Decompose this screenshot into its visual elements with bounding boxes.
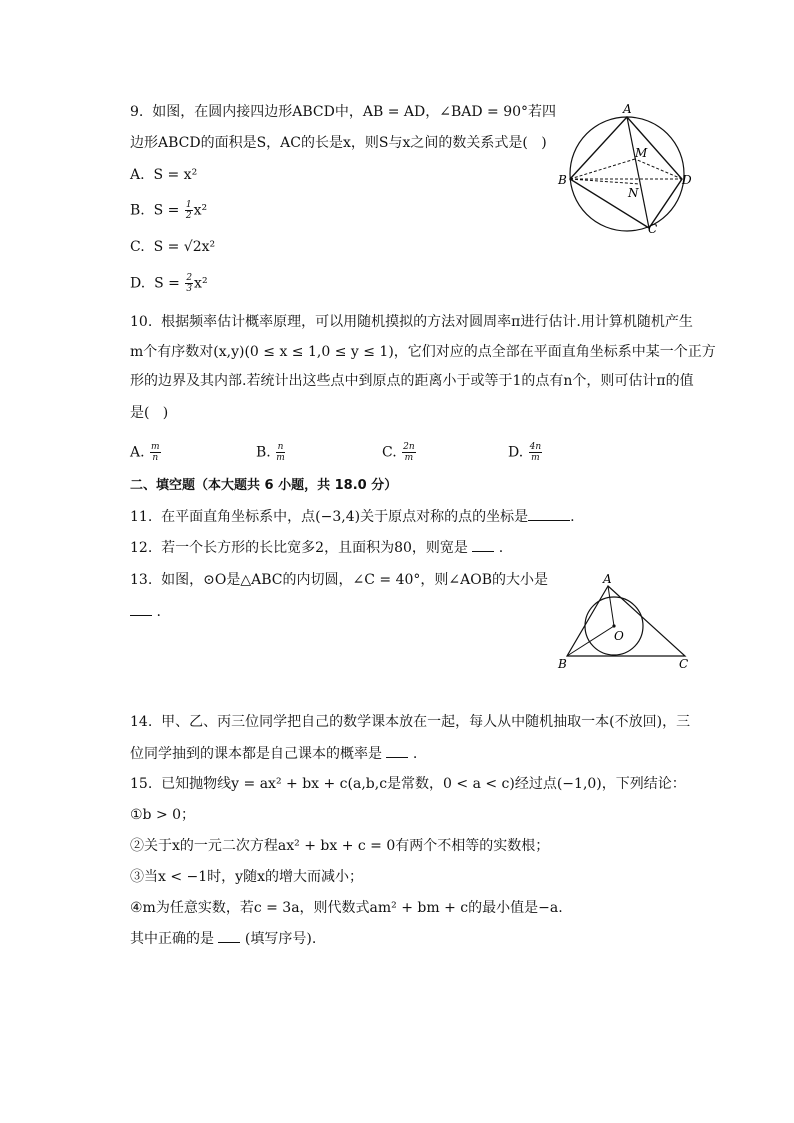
label-d: D [682, 173, 692, 187]
label-o: O [614, 629, 624, 643]
segment-bo [567, 626, 614, 656]
q13-triangle-figure [553, 572, 701, 674]
q9-option-a: A. S = x² [130, 167, 198, 183]
q15-answer-line: 其中正确的是 (填写序号). [130, 931, 317, 947]
q9-option-b [130, 200, 207, 221]
q15-conclusion-1: ①b > 0； [130, 807, 196, 823]
diagonal-ac [627, 117, 649, 228]
label-c: C [679, 657, 689, 671]
q11-answer-blank[interactable] [528, 520, 570, 521]
q9-option-d [130, 273, 208, 294]
q10-option-a: A. $\frac{m}{n}$ [130, 442, 160, 463]
label-n: N [628, 186, 639, 200]
q9-line2: 边形ABCD的面积是S，AC的长是x，则S与x之间的数关系式是( ) [130, 135, 547, 151]
q12: 12. 若一个长方形的长比宽多2，且面积为80，则宽是 . [130, 540, 504, 556]
q13-line2: . [130, 602, 161, 622]
q10-option-d-fraction: $\frac{4n}{m}$ [529, 442, 542, 463]
label-c: C [648, 222, 658, 236]
q14-answer-blank[interactable] [386, 757, 408, 758]
q10-option-d: D. $\frac{4n}{m}$ [508, 442, 542, 463]
q10-option-b-fraction: $\frac{n}{m}$ [276, 442, 285, 463]
q13-line1: 13. 如图，⊙O是△ABC的内切圆，∠C = 40°，则∠AOB的大小是 [130, 572, 549, 588]
segment-bn [570, 179, 640, 184]
label-b: B [558, 173, 567, 187]
q15-conclusion-3: ③当x < −1时，y随x的增大而减小； [130, 869, 363, 885]
label-a: A [623, 102, 632, 116]
q10-option-c-fraction: $\frac{2n}{m}$ [403, 442, 415, 463]
q15-line1: 15. 已知抛物线y = ax² + bx + c(a,b,c是常数，0 < a < c)经过点(−1,0)，下列结论： [130, 776, 686, 792]
q9-option-d-prefix: D. S = [130, 275, 180, 292]
section-fill-in-blank-title: 二、填空题（本大题共 6 小题，共 18.0 分） [130, 478, 398, 493]
q9-option-d-fraction: $\frac{2}{3}$ [186, 273, 193, 294]
q9-option-b-prefix: B. S = [130, 202, 180, 219]
q13-answer-blank[interactable] [130, 615, 152, 616]
q11: 11. 在平面直角坐标系中，点(−3,4)关于原点对称的点的坐标是 . [130, 509, 575, 525]
triangle-abc [567, 586, 685, 656]
segment-dm [635, 159, 682, 179]
q10-option-b: B. $\frac{n}{m}$ [256, 442, 285, 463]
label-b: B [558, 657, 567, 671]
q9-line1: 9. 如图，在圆内接四边形ABCD中，AB = AD，∠BAD = 90°若四 [130, 104, 557, 120]
q15-conclusion-4: ④m为任意实数，若c = 3a，则代数式am² + bm + c的最小值是−a. [130, 900, 563, 916]
label-a: A [603, 572, 612, 586]
q14-line1: 14. 甲、乙、丙三位同学把自己的数学课本放在一起，每人从中随机抽取一本(不放回)，三 [130, 714, 691, 730]
segment-ao [608, 586, 614, 626]
q9-option-c: C. S = √2x² [130, 239, 216, 255]
q9-option-d-suffix: x² [194, 275, 208, 292]
q10-option-a-fraction: $\frac{m}{n}$ [151, 442, 160, 463]
q10-line4: 是( ) [130, 405, 169, 421]
q15-answer-blank[interactable] [218, 942, 240, 943]
q10-option-c: C. $\frac{2n}{m}$ [382, 442, 415, 463]
q9-circle-figure [555, 102, 700, 237]
label-m: M [635, 146, 648, 160]
q9-option-b-fraction: $\frac{1}{2}$ [185, 200, 192, 221]
q9-option-b-suffix: x² [193, 202, 208, 219]
q12-answer-blank[interactable] [472, 551, 494, 552]
q15-conclusion-2: ②关于x的一元二次方程ax² + bx + c = 0有两个不相等的实数根； [130, 838, 550, 854]
q10-line3: 形的边界及其内部.若统计出这些点中到原点的距离小于或等于1的点有n个，则可估计π的值 [130, 373, 694, 389]
q10-line2: m个有序数对(x,y)(0 ≤ x ≤ 1,0 ≤ y ≤ 1)，它们对应的点全部在平面直角坐标系中某一个正方 [130, 344, 716, 360]
q10-line1: 10. 根据频率估计概率原理，可以用随机摸拟的方法对圆周率π进行估计.用计算机随机产生 [130, 314, 693, 330]
q14-line2: 位同学抽到的课本都是自己课本的概率是 . [130, 746, 418, 762]
